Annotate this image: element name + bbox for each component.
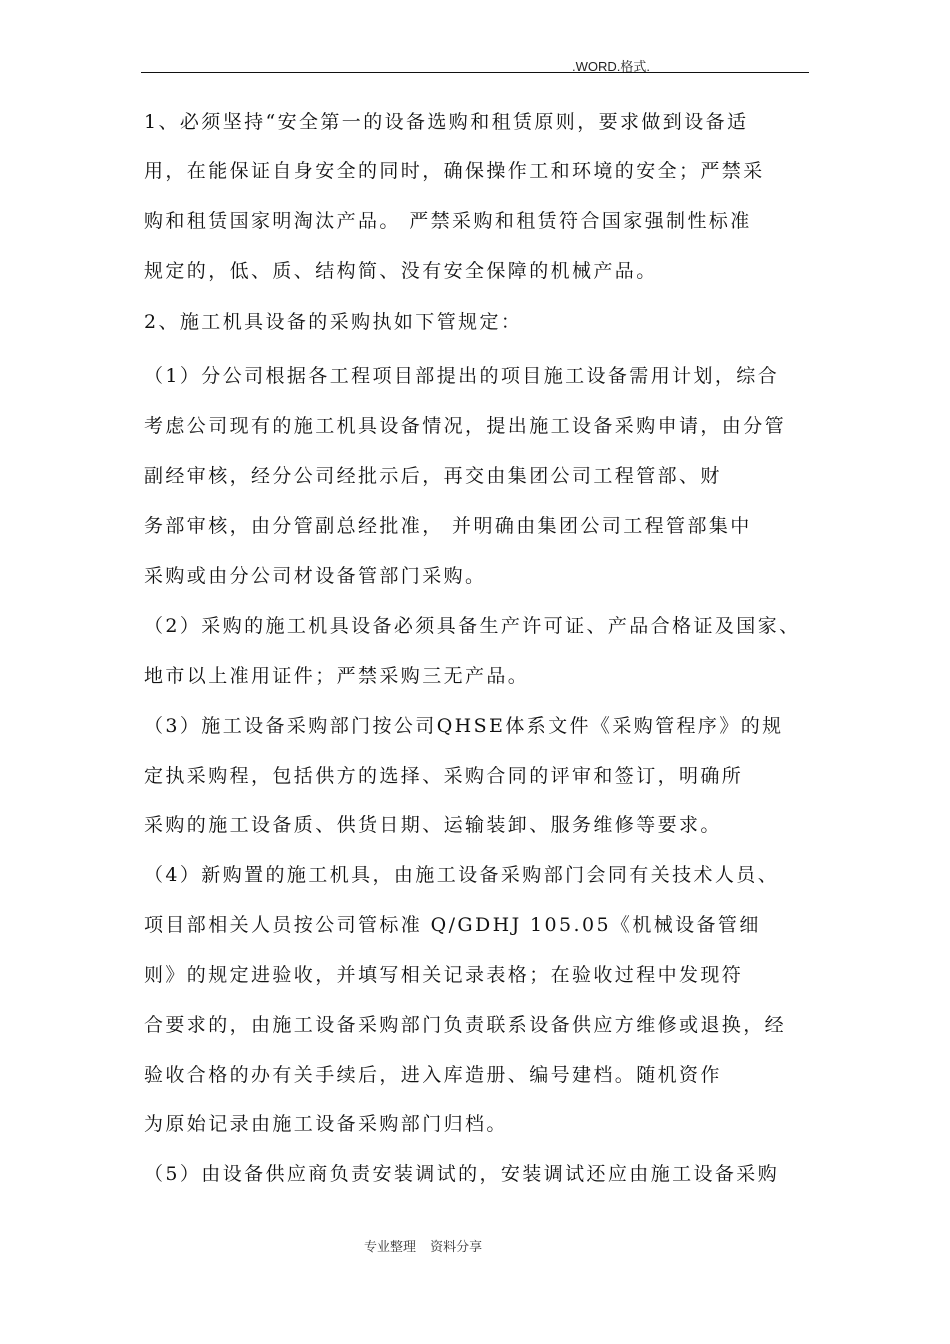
text-line: （2）采购的施工机具设备必须具备生产许可证、产品合格证及国家、 [144,615,801,637]
text-line: 务部审核，由分管副总经批准， 并明确由集团公司工程管部集中 [144,515,752,537]
text-line: （4）新购置的施工机具，由施工设备采购部门会同有关技术人员、 [144,864,780,886]
page-footer-label: 专业整理 资料分享 [364,1240,483,1255]
text-line: （3）施工设备采购部门按公司QHSE体系文件《采购管程序》的规 [144,715,784,737]
text-line: 1、必须坚持“安全第一的设备选购和租赁原则，要求做到设备适 [144,111,749,133]
text-line: 用，在能保证自身安全的同时，确保操作工和环境的安全；严禁采 [144,160,765,182]
text-line: 合要求的，由施工设备采购部门负责联系设备供应方维修或退换，经 [144,1014,787,1036]
text-line: 为原始记录由施工设备采购部门归档。 [144,1113,508,1135]
text-line: 2、施工机具设备的采购执如下管规定： [144,311,523,333]
text-line: 地市以上准用证件；严禁采购三无产品。 [144,665,530,687]
text-line: 项目部相关人员按公司管标准 Q/GDHJ 105.05《机械设备管细 [144,914,761,936]
text-line: 购和租赁国家明淘汰产品。 严禁采购和租赁符合国家强制性标准 [144,210,752,232]
text-line: 副经审核，经分公司经批示后，再交由集团公司工程管部、财 [144,465,722,487]
text-line: 规定的，低、质、结构简、没有安全保障的机械产品。 [144,260,658,282]
text-line: 则》的规定进验收，并填写相关记录表格；在验收过程中发现符 [144,964,744,986]
text-line: 验收合格的办有关手续后，进入库造册、编号建档。随机资作 [144,1064,722,1086]
page-header-label: .WORD.格式. [572,59,650,74]
text-line: 采购的施工设备质、供货日期、运输装卸、服务维修等要求。 [144,814,722,836]
text-line: （5）由设备供应商负责安装调试的，安装调试还应由施工设备采购 [144,1163,780,1185]
text-line: （1）分公司根据各工程项目部提出的项目施工设备需用计划，综合 [144,365,780,387]
text-line: 定执采购程，包括供方的选择、采购合同的评审和签订，明确所 [144,765,744,787]
text-line: 考虑公司现有的施工机具设备情况，提出施工设备采购申请，由分管 [144,415,787,437]
text-line: 采购或由分公司材设备管部门采购。 [144,565,487,587]
